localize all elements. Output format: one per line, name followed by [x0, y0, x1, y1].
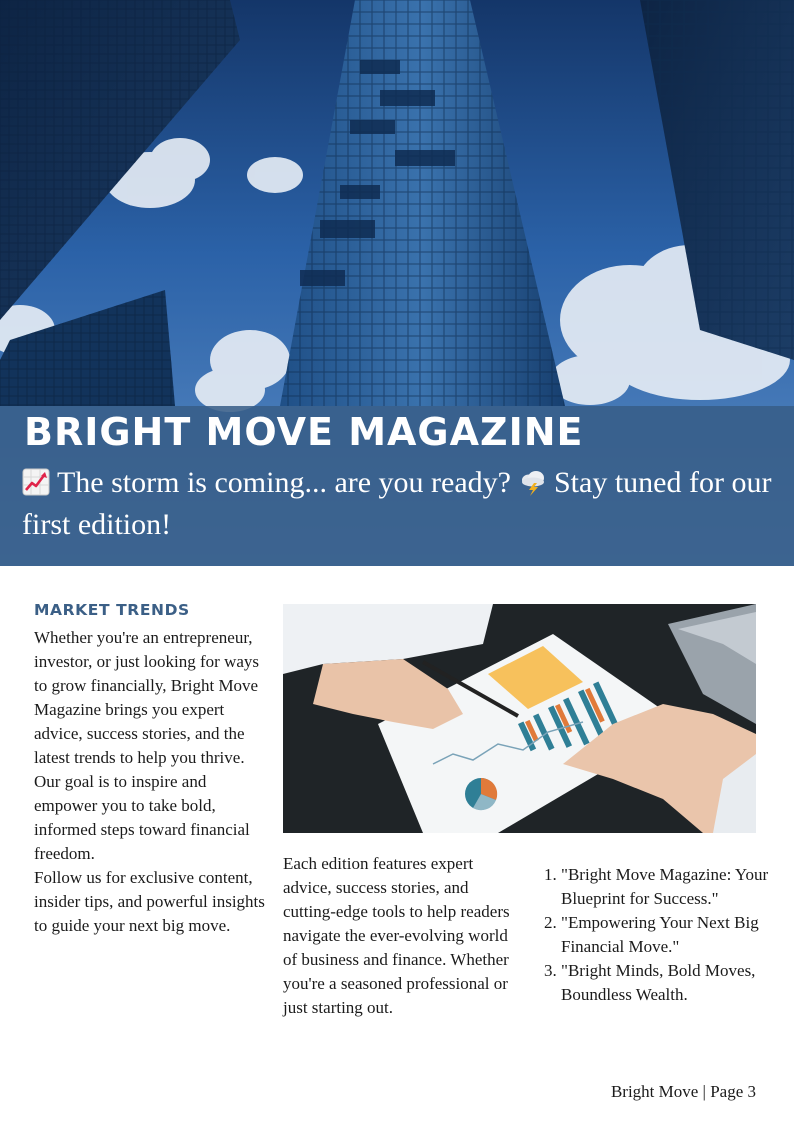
tagline-part-1: The storm is coming... are you ready? — [56, 466, 511, 499]
slogan-item: 3. "Bright Minds, Bold Moves, Boundless Wealth. — [561, 959, 779, 1007]
market-trends-heading: MARKET TRENDS — [34, 601, 190, 619]
tagline-part-2: Stay tuned for our first edition! — [22, 466, 772, 541]
business-meeting-photo — [283, 604, 756, 833]
market-trends-paragraph-1: Whether you're an entrepreneur, investor, or just looking for ways to grow financially, Bright Move Magazine brings you expert advice, success stories, and the latest trends to help you thrive. Our goal is to inspire and empower you to take bold, informed steps toward financial freedom. — [34, 628, 260, 863]
chart-increasing-icon — [22, 468, 50, 496]
magazine-title: BRIGHT MOVE MAGAZINE — [24, 410, 584, 454]
market-trends-paragraph-2: Follow us for exclusive content, insider tips, and powerful insights to guide your next big move. — [34, 868, 265, 935]
page-footer: Bright Move | Page 3 — [610, 1082, 756, 1101]
hero-tagline — [22, 462, 772, 546]
business-meeting-illustration — [283, 604, 756, 833]
slogan-list — [540, 863, 779, 1007]
market-trends-text — [34, 626, 266, 938]
cloud-lightning-icon — [519, 468, 547, 496]
slogan-item: 1. "Bright Move Magazine: Your Blueprint for Success." — [561, 863, 779, 911]
slogan-item: 2. "Empowering Your Next Big Financial Move." — [561, 911, 779, 959]
edition-description: Each edition features expert advice, success stories, and cutting-edge tools to help readers navigate the ever-evolving world of business and finance. Whether you're a seasoned professional or just starting out. — [283, 854, 510, 1017]
